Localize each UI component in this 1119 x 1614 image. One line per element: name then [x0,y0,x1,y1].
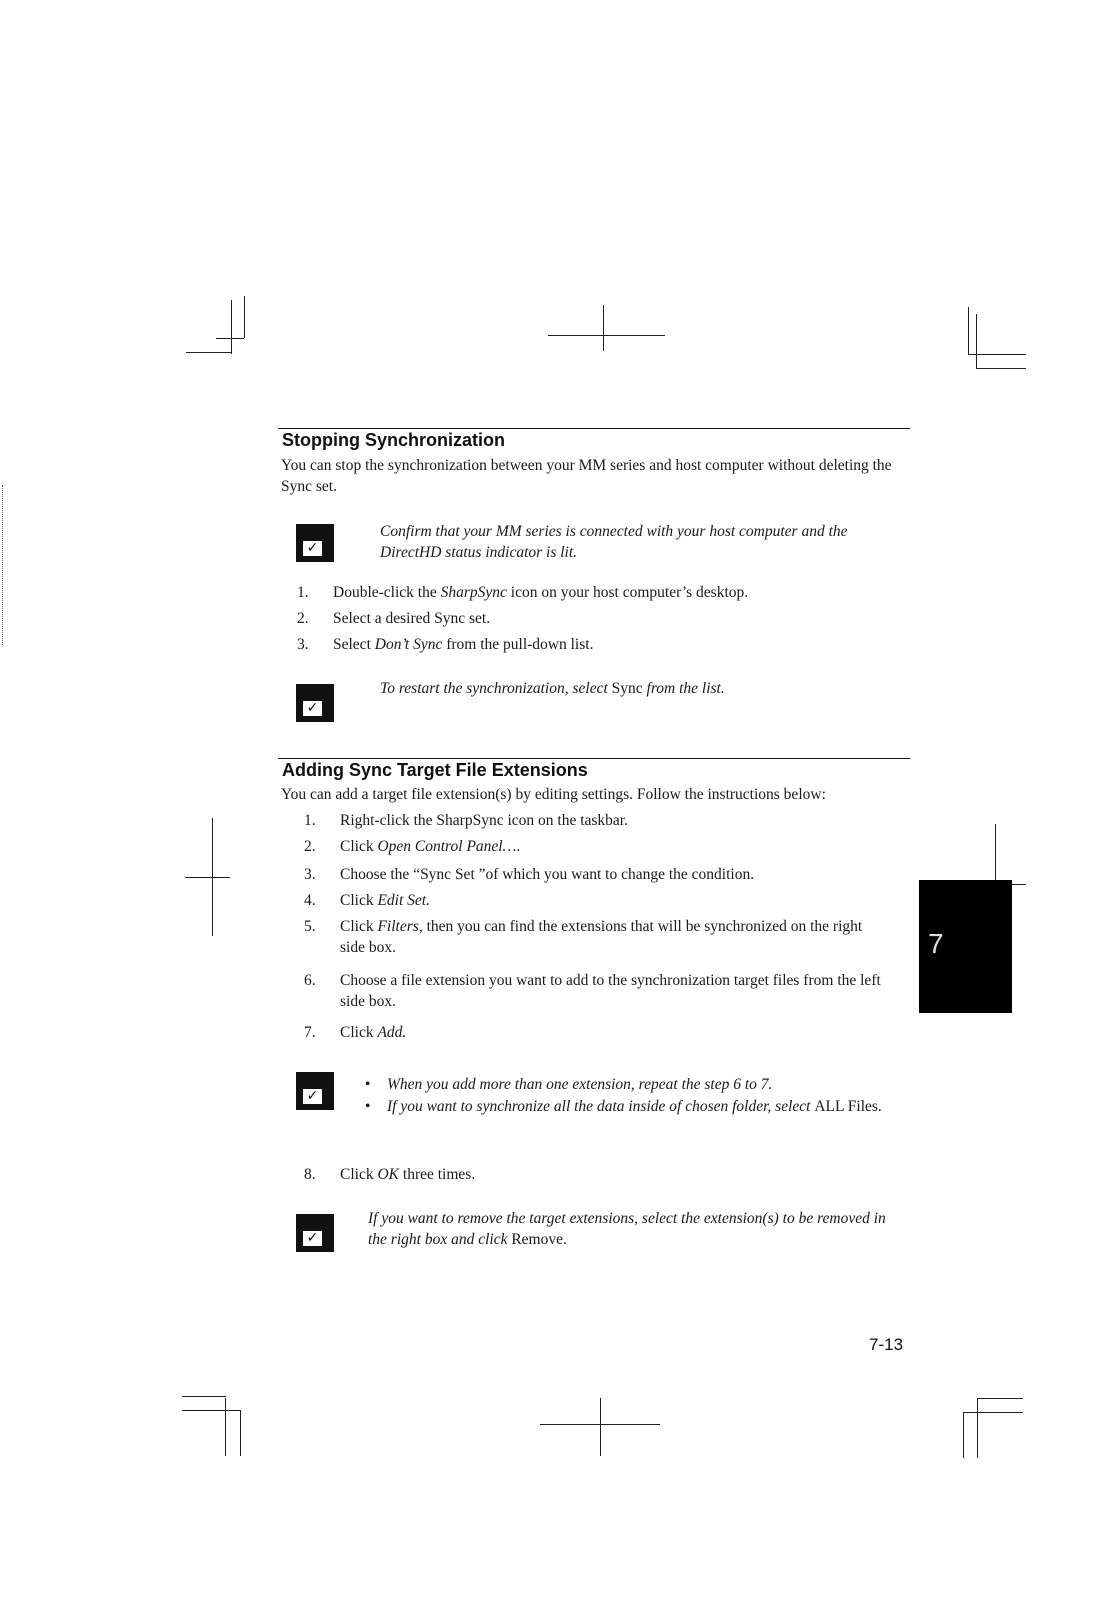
crop-mark [963,1412,964,1458]
step-number: 2. [304,838,316,855]
crop-mark [968,354,1026,355]
bullet-dot: • [365,1076,371,1093]
step-text: Click Open Control Panel…. [340,838,521,855]
registration-mark [548,335,665,336]
registration-mark [185,877,230,878]
page-number: 7-13 [869,1335,904,1354]
crop-mark [182,1410,240,1411]
binding-dots [2,485,3,645]
step-number: 8. [304,1166,316,1183]
step-text: Click Edit Set. [340,892,430,909]
crop-mark [968,307,969,355]
crop-mark [976,314,977,368]
bullet-text: If you want to synchronize all the data inside of chosen folder, select ALL Files. [387,1098,882,1115]
step-text: Click Filters, then you can find the extensions that will be synchronized on the right side box. [340,918,863,956]
bullet-dot: • [365,1098,371,1115]
step-text: Select Don’t Sync from the pull-down list. [333,636,594,653]
step-text: Double-click the SharpSync icon on your host computer’s desktop. [333,584,749,601]
crop-mark [963,1412,1023,1413]
crop-mark [231,300,232,354]
crop-mark [977,1398,1023,1399]
step-number: 6. [304,972,316,989]
crop-mark [216,338,244,339]
step-number: 5. [304,918,316,935]
step-text: Click OK three times. [340,1166,476,1183]
note-text: If you want to remove the target extensions, select the extension(s) to be removed in the right box and click Remove. [368,1210,886,1248]
registration-mark [603,305,604,351]
registration-mark [600,1398,601,1456]
section-title-stopping-sync: Stopping Synchronization [282,430,505,450]
step-text: Select a desired Sync set. [333,610,491,627]
step-number: 1. [304,812,316,829]
checkmark-note-icon: ✓ [296,524,334,562]
crop-mark [225,1398,226,1456]
bullet-text: When you add more than one extension, repeat the step 6 to 7. [387,1076,773,1093]
step-number: 1. [297,584,309,601]
step-text: Choose the “Sync Set ”of which you want to change the condition. [340,866,755,883]
crop-mark [976,368,1026,369]
note-text: To restart the synchronization, select Sync from the list. [380,680,725,697]
step-text: Right-click the SharpSync icon on the taskbar. [340,812,628,829]
checkmark-note-icon: ✓ [296,1072,334,1110]
step-number: 3. [304,866,316,883]
section-rule [278,428,910,429]
registration-mark [540,1424,660,1425]
step-number: 3. [297,636,309,653]
crop-mark [182,1396,226,1397]
crop-mark [240,1410,241,1456]
crop-mark [244,296,245,338]
step-text: Choose a file extension you want to add to the synchronization target files from the left side box. [340,972,881,1010]
section-rule [278,758,910,759]
section-intro: You can add a target file extension(s) by editing settings. Follow the instructions below: [281,786,826,803]
chapter-number: 7 [928,928,944,959]
step-text: Click Add. [340,1024,407,1041]
note-text: Confirm that your MM series is connected with your host computer and the DirectHD status indicator is lit. [380,523,848,561]
checkmark-note-icon: ✓ [296,684,334,722]
checkmark-note-icon: ✓ [296,1214,334,1252]
step-number: 4. [304,892,316,909]
step-number: 2. [297,610,309,627]
crop-mark [977,1398,978,1458]
registration-mark [995,824,996,884]
section-intro: You can stop the synchronization between your MM series and host computer without deleting the Sync set. [281,457,892,495]
step-number: 7. [304,1024,316,1041]
crop-mark [186,352,232,353]
chapter-tab [919,880,1012,1013]
section-title-adding-extensions: Adding Sync Target File Extensions [282,760,588,780]
